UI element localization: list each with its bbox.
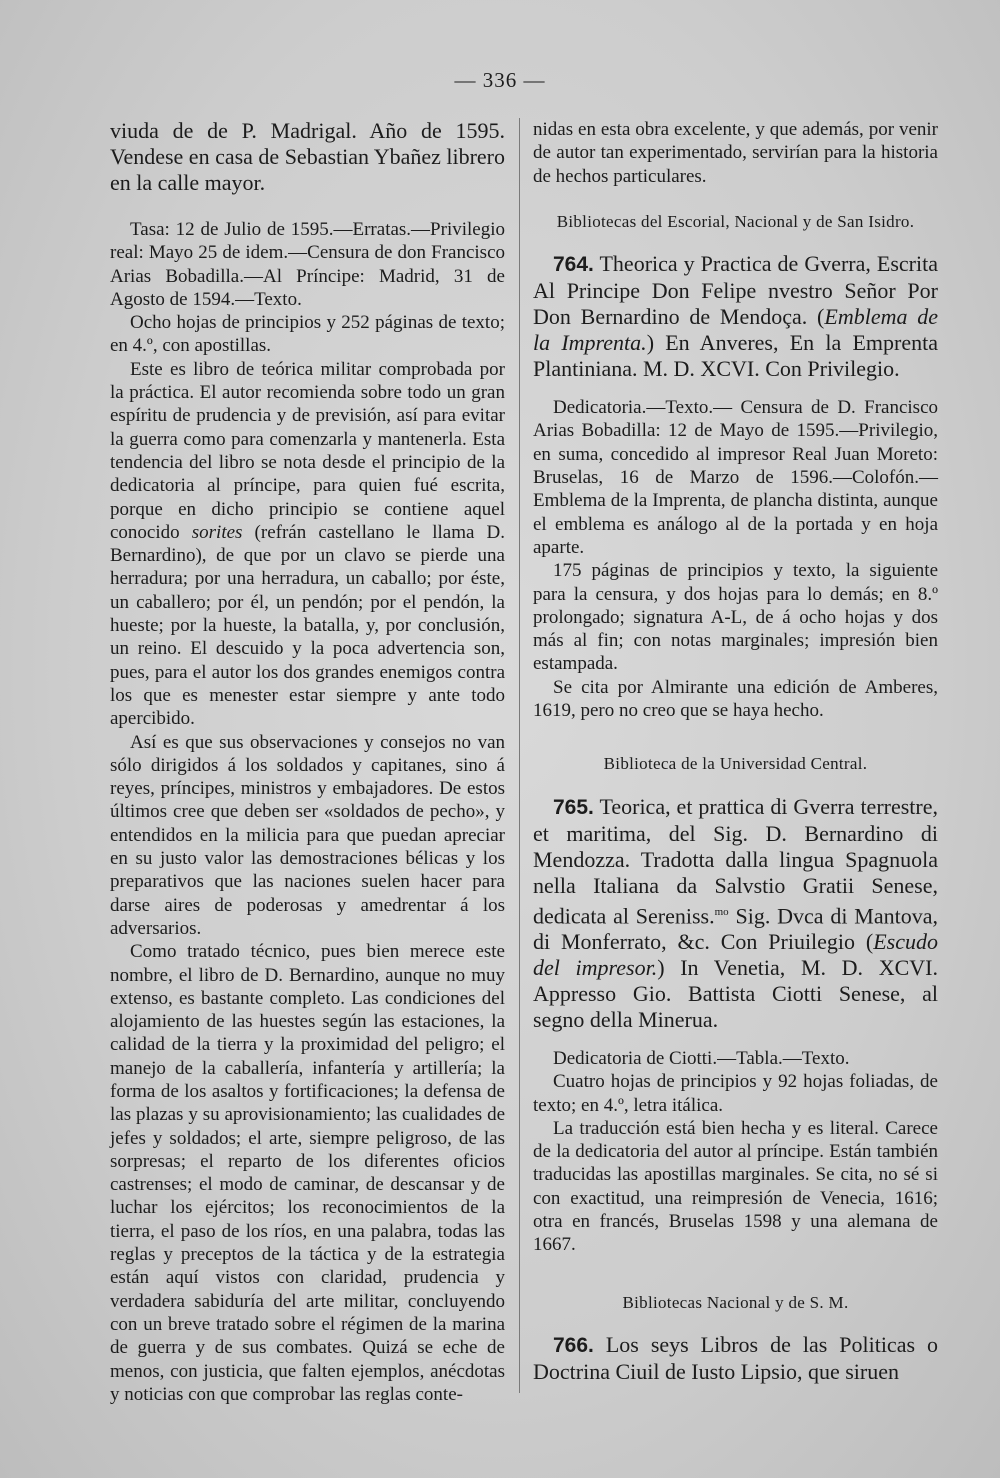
library-location-1: Bibliotecas del Escorial, Nacional y de San Isidro. bbox=[556, 211, 915, 231]
entry-764-note: Se cita por Almirante una edición de Amberes, 1619, pero no creo que se haya hecho. bbox=[533, 676, 938, 722]
column-divider bbox=[519, 118, 520, 1393]
page-number: — 336 — bbox=[454, 68, 546, 92]
commentary-text: Este es libro de teórica militar comprobada por la práctica. El autor recomienda sobre todo un gran espíritu de prudencia y de previsión, así para evitar la guerra como para comenzarla y mantenerla. Esta tendencia del libro se nota desde el principio de la dedicatoria al príncipe, para quien fué escrita, porque en dicho principio se contiene aquel conocido bbox=[110, 358, 505, 543]
entry-765-note: La traducción está bien hecha y es literal. Carece de la dedicatoria del autor al príncipe. Están también traducidas las apostillas marginales. Se cita, no sé si con exactitud, una reimpresión de Venecia, 1616; otra en francés, Bruselas 1598 y una alemana de 1667. bbox=[533, 1117, 938, 1256]
entry-765-title-text-end: ) In Venetia, M. D. XCVI. Appresso Gio. Battista Ciotti Senese, al segno della Minerua. bbox=[533, 954, 938, 1032]
entry-765-format: Cuatro hojas de principios y 92 hojas foliadas, de texto; en 4.º, letra itálica. bbox=[533, 1071, 938, 1116]
entry-765-title-text-cont: Sig. Dvca di Mantova, di Monferrato, &c. Con Priuilegio ( bbox=[533, 902, 938, 954]
right-column bbox=[533, 118, 938, 1385]
entry-765-title bbox=[533, 794, 938, 1033]
entry-764-title-text: Theorica y Practica de Gverra, Escrita Al Principe Don Felipe nvestro Señor Por Don Bernardino de Mendoça. ( bbox=[533, 251, 938, 330]
commentary-paragraph-3: Como tratado técnico, pues bien merece este nombre, el libro de D. Bernardino, aunque no muy extenso, es bastante completo. Las condiciones del alojamiento de las huestes según las estaciones, la calidad de la tierra y la proximidad del peligro; el manejo de la caballería, infantería y artillería; la forma de los asaltos y fortificaciones; la defensa de las plazas y su aprovisionamiento; las cualidades de jefes y soldados; el arte, siempre peligroso, de las sorpresas; el reparto de los diferentes oficios castrenses; el modo de caminar, de descansar y de luchar los ejércitos; los reconocimientos de la tierra, el paso de los ríos, en una palabra, todas las reglas y preceptos de la táctica y de la estrategia están aquí vistos con claridad, prudencia y verdadera sabiduría del arte militar, concluyendo con un breve tratado sobre el régimen de la marina de guerra y de sus combates. Quizá se eche de menos, con justicia, que falten ejemplos, anécdotas y noticias con que comprobar las reglas conte- bbox=[110, 941, 505, 1405]
commentary-paragraph-2: Así es que sus observaciones y consejos no van sólo dirigidos á los soldados y capitanes, sino á reyes, príncipes, ministros y embajadores. De estos últimos cree que deben ser «soldados de pecho», y entendidos en la milicia para que puedan apreciar en su justo valor las demostraciones bélicas y los preparativos que las naciones suelen hacer para darse aires de poderosas y amedrentar á los adversarios. bbox=[110, 731, 505, 939]
commentary-continuation: nidas en esta obra excelente, y que además, por venir de autor tan experimentado, servirían para la historia de hechos particulares. bbox=[533, 119, 938, 187]
entry-765-superscript: mo bbox=[714, 905, 729, 918]
entry-765-title-text: Teorica, et prattica di Gverra terrestre, et maritima, del Sig. D. Bernardino di Mendozza. Tradotta dalla lingua Spagnuola nella Italiana da Salvstio Gratii Senese, dedicata al Sereniss. bbox=[533, 793, 938, 928]
entry-number-765: 765. bbox=[553, 795, 594, 819]
entry-766-title-text: Los seys Libros de las Politicas o Doctrina Ciuil de Iusto Lipsio, que siruen bbox=[533, 1331, 938, 1384]
left-column bbox=[110, 118, 505, 1406]
entry-765-italic: Escudo del impresor. bbox=[533, 928, 938, 980]
entry-764-italic: Emblema de la Imprenta. bbox=[533, 304, 938, 356]
commentary-text-cont: (refrán castellano le llama D. Bernardino), de que por un clavo se pierde una herradura; por una herradura, un caballo; por éste, un caballero; por él, un pendón; por el pendón, la hueste; por la hueste, la batalla, y, por conclusión, un reino. El descuido y la poca advertencia son, pues, para el autor los dos grandes enemigos contra los que es menester estar siempre y ante todo apercibido. bbox=[110, 521, 505, 730]
entry-765-collation: Dedicatoria de Ciotti.—Tabla.—Texto. bbox=[553, 1047, 850, 1069]
entry-imprint-continuation: viuda de de P. Madrigal. Año de 1595. Vendese en casa de Sebastian Ybañez librero en la calle mayor. bbox=[110, 118, 506, 195]
collation-paragraph: Tasa: 12 de Julio de 1595.—Erratas.—Privilegio real: Mayo 25 de idem.—Censura de don Francisco Arias Bobadilla.—Al Príncipe: Madrid, 31 de Agosto de 1594.—Texto. bbox=[110, 219, 505, 310]
entry-766-title bbox=[533, 1332, 938, 1385]
library-location-3: Bibliotecas Nacional y de S. M. bbox=[622, 1292, 849, 1312]
italic-term: sorites bbox=[191, 521, 243, 543]
commentary-paragraph bbox=[110, 358, 505, 731]
entry-764-title bbox=[533, 251, 938, 382]
entry-number-764: 764. bbox=[553, 253, 594, 277]
entry-764-title-text-cont: ) En Anveres, En la Emprenta Plantiniana. M. D. XCVI. Con Privilegio. bbox=[533, 330, 938, 382]
library-location-2: Biblioteca de la Universidad Central. bbox=[603, 754, 868, 774]
entry-number-766: 766. bbox=[553, 1333, 594, 1357]
entry-764-collation: Dedicatoria.—Texto.— Censura de D. Francisco Arias Bobadilla: 12 de Mayo de 1595.—Privilegio, en suma, concedido al impresor Real Juan Moreto: Bruselas, 16 de Marzo de 1596.—Colofón.—Emblema de la Imprenta, de plancha distinta, aunque el emblema es análogo al de la portada y en hoja aparte. bbox=[533, 397, 938, 558]
format-paragraph: Ocho hojas de principios y 252 páginas de texto; en 4.º, con apostillas. bbox=[110, 312, 505, 357]
entry-764-format: 175 páginas de principios y texto, la siguiente para la censura, y dos hojas para lo demás; en 8.º prolongado; signatura A-L, de á ocho hojas y dos más al fin; con notas marginales; impresión bien estampada. bbox=[533, 560, 938, 675]
